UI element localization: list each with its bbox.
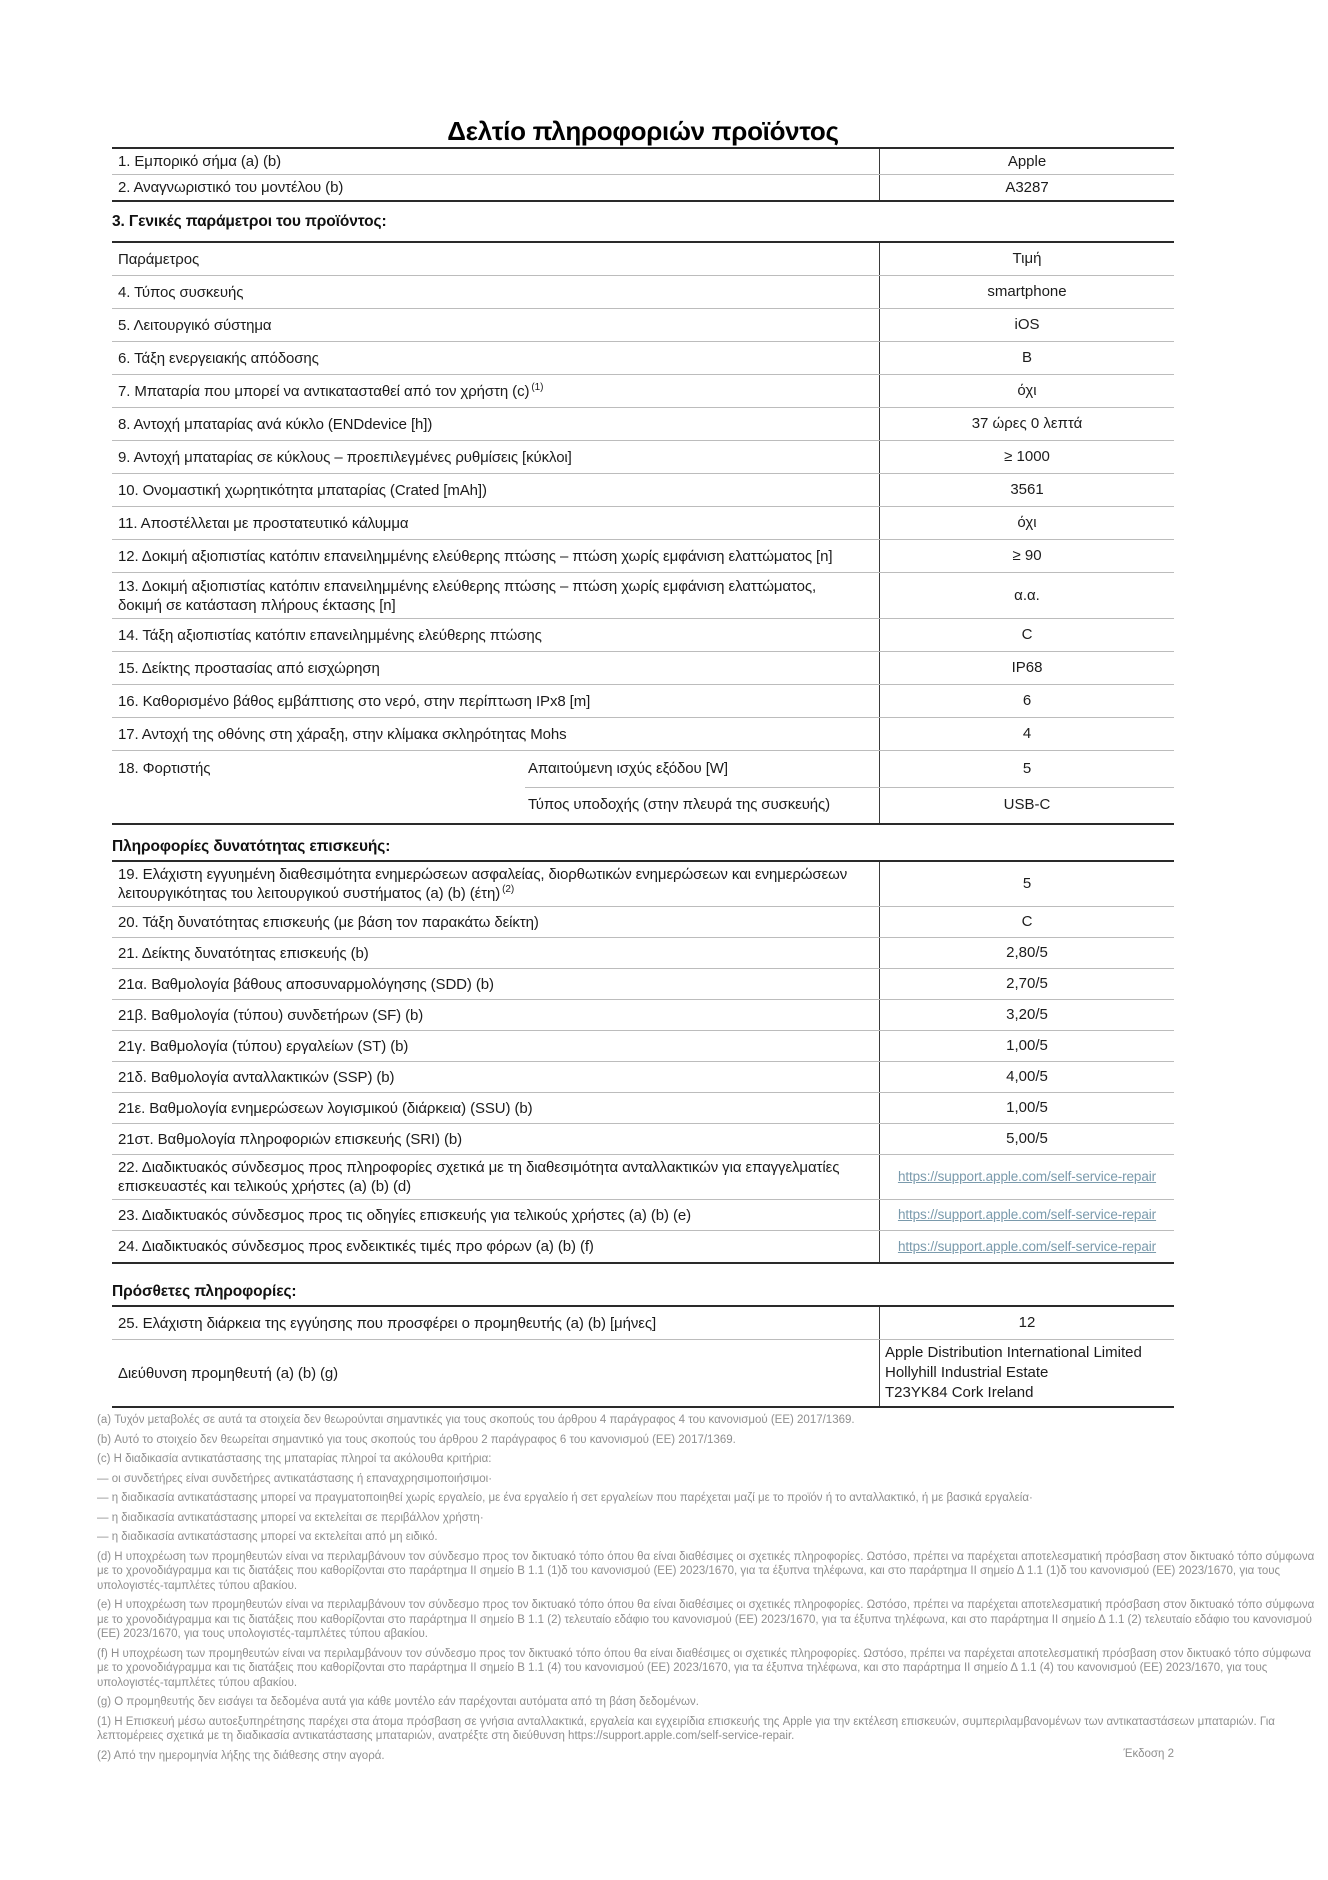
row-value: IP68: [879, 652, 1174, 684]
table-row: [112, 619, 1174, 652]
row-value: 4,00/5: [879, 1062, 1174, 1092]
row-label: 8. Αντοχή μπαταρίας ανά κύκλο (ENDdevice [h]): [118, 415, 433, 433]
version-label: Έκδοση 2: [1123, 1748, 1174, 1760]
additional-info-table: [112, 1305, 1174, 1408]
row-label: [112, 379, 879, 404]
repair-section-heading: Πληροφορίες δυνατότητας επισκευής:: [112, 838, 391, 855]
table-row: [112, 862, 1174, 907]
row-label: 12. Δοκιμή αξιοπιστίας κατόπιν επανειλημμένης ελεύθερης πτώσης – πτώση χωρίς εμφάνιση ελαττώματος [n]: [118, 547, 833, 565]
value-column-header: Τιμή: [879, 243, 1174, 275]
footnotes-block: [97, 1413, 1315, 1768]
row-value: C: [879, 907, 1174, 937]
table-row: [112, 718, 1174, 751]
row-value: 4: [879, 718, 1174, 750]
footnote-1: (1) Η Επισκευή μέσω αυτοεξυπηρέτησης παρέχει στα άτομα πρόσβαση σε γνήσια ανταλλακτικά, εργαλεία και εγχειρίδια επισκευής της Apple για την εκτέλεση επισκευών, συμπεριλαμβανομένων των αντικαταστάσεων μπαταριών. Για λεπτομέρειες σχετικά με τη διαδικασία αντικατάστασης μπαταριών, ανατρέξτε στη διεύθυνση https://support.apple.com/self-service-repair.: [97, 1715, 1275, 1742]
table-row: [112, 342, 1174, 375]
row-value: 5: [879, 862, 1174, 906]
row-value: 1,00/5: [879, 1093, 1174, 1123]
row-value: 6: [879, 685, 1174, 717]
row-label: 13. Δοκιμή αξιοπιστίας κατόπιν επανειλημμένης ελεύθερης πτώσης – πτώση χωρίς εμφάνιση ελαττώματος, δοκιμή σε κατάσταση πλήρους έκτασης [n]: [118, 577, 817, 614]
supplier-address-line: T23YK84 Cork Ireland: [885, 1384, 1034, 1401]
table-row: [112, 652, 1174, 685]
model-value: A3287: [879, 175, 1174, 200]
row-value: 5,00/5: [879, 1124, 1174, 1154]
row-label: 9. Αντοχή μπαταρίας σε κύκλους – προεπιλεγμένες ρυθμίσεις [κύκλοι]: [118, 448, 572, 466]
brand-label: 1. Εμπορικό σήμα (a) (b): [118, 153, 282, 170]
charger-row: [112, 751, 1174, 823]
table-row: [112, 474, 1174, 507]
row-label: 6. Τάξη ενεργειακής απόδοσης: [118, 349, 319, 367]
footnote-f: (f) Η υποχρέωση των προμηθευτών είναι να περιλαμβάνουν τον σύνδεσμο προς τον δικτυακό τόπο όπου θα είναι διαθέσιμες οι σχετικές πληροφορίες. Ωστόσο, πρέπει να παρέχεται αποτελεσματική πρόσβαση στον δικτυακό τόπο σύμφωνα με το χρονοδιάγραμμα και τις διατάξεις που καθορίζονται στο παράρτημα ΙΙ σημείο Β 1.1 (4) του κανονισμού (ΕΕ) 2023/1670, για τα έξυπνα τηλέφωνα, και στο παράρτημα ΙΙ σημείο Δ 1.1 (4) του κανονισμού (ΕΕ) 2023/1670, για τους υπολογιστές-ταμπλέτες τύπου αβακίου.: [97, 1647, 1312, 1689]
row-value: 3561: [879, 474, 1174, 506]
footnote-d: (d) Η υποχρέωση των προμηθευτών είναι να περιλαμβάνουν τον σύνδεσμο προς τον δικτυακό τόπο όπου θα είναι διαθέσιμες οι σχετικές πληροφορίες. Ωστόσο, πρέπει να παρέχεται αποτελεσματική πρόσβαση στον δικτυακό τόπο σύμφωνα με το χρονοδιάγραμμα και τις διατάξεις που καθορίζονται στο παράρτημα ΙΙ σημείο Β 1.1 (1)δ του κανονισμού (ΕΕ) 2023/1670, για τα έξυπνα τηλέφωνα, και στο παράρτημα ΙΙ σημείο Δ 1.1 (1)δ του κανονισμού (ΕΕ) 2023/1670, για τους υπολογιστές-ταμπλέτες τύπου αβακίου.: [97, 1550, 1315, 1592]
charger-sub-row: [525, 788, 1174, 824]
table-row: [112, 1307, 1174, 1340]
row-label: 21ε. Βαθμολογία ενημερώσεων λογισμικού (διάρκεια) (SSU) (b): [118, 1099, 533, 1117]
table-row: [112, 540, 1174, 573]
table-row: [112, 938, 1174, 969]
row-label: 23. Διαδικτυακός σύνδεσμος προς τις οδηγίες επισκευής για τελικούς χρήστες (a) (b) (e): [118, 1206, 691, 1224]
row-value: ≥ 1000: [879, 441, 1174, 473]
footnote-e: (e) Η υποχρέωση των προμηθευτών είναι να περιλαμβάνουν τον σύνδεσμο προς τον δικτυακό τόπο όπου θα είναι διαθέσιμες οι σχετικές πληροφορίες. Ωστόσο, πρέπει να παρέχεται αποτελεσματική πρόσβαση στον δικτυακό τόπο σύμφωνα με το χρονοδιάγραμμα και τις διατάξεις που καθορίζονται στο παράρτημα ΙΙ σημείο Β 1.1 (2) τελευταίο εδάφιο του κανονισμού (ΕΕ) 2023/1670, για τα έξυπνα τηλέφωνα, και στο παράρτημα ΙΙ σημείο Δ 1.1 (2) τελευταίο εδάφιο του κανονισμού (ΕΕ) 2023/1670, για τους υπολογιστές-ταμπλέτες τύπου αβακίου.: [97, 1599, 1315, 1640]
row-label-text: 19. Ελάχιστη εγγυημένη διαθεσιμότητα ενημερώσεων ασφαλείας, διορθωτικών ενημερώσεων και ενημερώσεων λειτουργικότητας του λειτουργικού συστήματος (a) (b) (έτη): [118, 866, 848, 902]
supplier-address-line: Hollyhill Industrial Estate: [885, 1364, 1049, 1381]
table-row: [112, 1093, 1174, 1124]
row-value: [879, 1155, 1174, 1199]
model-label: 2. Αναγνωριστικό του μοντέλου (b): [118, 179, 344, 196]
footnote-b: (b) Αυτό το στοιχείο δεν θεωρείται σημαντικό για τους σκοπούς του άρθρου 2 παράγραφος 6 του κανονισμού (ΕΕ) 2017/1369.: [97, 1433, 736, 1446]
row-value: όχι: [879, 375, 1174, 407]
general-section-heading: 3. Γενικές παράμετροι του προϊόντος:: [112, 213, 387, 230]
table-row: [112, 441, 1174, 474]
row-value: 2,80/5: [879, 938, 1174, 968]
table-row: [112, 175, 1174, 200]
parameter-column-header: Παράμετρος: [118, 250, 200, 268]
table-row: [112, 408, 1174, 441]
row-value: [879, 1200, 1174, 1230]
table-row: [112, 1231, 1174, 1262]
table-row: [112, 375, 1174, 408]
footnote-g: (g) Ο προμηθευτής δεν εισάγει τα δεδομένα αυτά για κάθε μοντέλο εάν παρέχονται αυτόματα από τη βάση δεδομένων.: [97, 1696, 699, 1708]
table-header-row: [112, 243, 1174, 276]
row-value: ≥ 90: [879, 540, 1174, 572]
row-value: C: [879, 619, 1174, 651]
row-value: smartphone: [879, 276, 1174, 308]
row-label: 21α. Βαθμολογία βάθους αποσυναρμολόγησης (SDD) (b): [118, 975, 494, 993]
table-row: [112, 573, 1174, 619]
charger-sub-row: [525, 751, 1174, 788]
row-label: 21στ. Βαθμολογία πληροφοριών επισκευής (SRI) (b): [118, 1130, 463, 1148]
footnote-c-bullet: — η διαδικασία αντικατάστασης μπορεί να πραγματοποιηθεί χωρίς εργαλείο, με ένα εργαλείο ή σετ εργαλείων που παρέχεται μαζί με το προϊόν ή το ανταλλακτικό, ή με βασικά εργαλεία·: [97, 1492, 1033, 1504]
footnote-superscript: (2): [502, 884, 515, 895]
table-row: [112, 1062, 1174, 1093]
table-row: [112, 1124, 1174, 1155]
footnote-c: (c) Η διαδικασία αντικατάστασης της μπαταρίας πληροί τα ακόλουθα κριτήρια:: [97, 1453, 492, 1465]
brand-value: Apple: [879, 149, 1174, 174]
table-row: [112, 1000, 1174, 1031]
supplier-row: [112, 1340, 1174, 1406]
table-row: [112, 507, 1174, 540]
footnote-a: (a) Τυχόν μεταβολές σε αυτά τα στοιχεία δεν θεωρούνται σημαντικές για τους σκοπούς του άρθρου 4 παράγραφος 4 του κανονισμού (ΕΕ) 2017/1369.: [97, 1414, 855, 1426]
repairability-table: [112, 860, 1174, 1264]
row-label: 21δ. Βαθμολογία ανταλλακτικών (SSP) (b): [118, 1068, 395, 1086]
row-label: 11. Αποστέλλεται με προστατευτικό κάλυμμα: [118, 514, 409, 532]
table-row: [112, 1155, 1174, 1200]
row-label: 22. Διαδικτυακός σύνδεσμος προς πληροφορίες σχετικά με τη διαθεσιμότητα ανταλλακτικών για επαγγελματίες επισκευαστές και τελικούς χρήστες (a) (b) (d): [118, 1159, 840, 1195]
row-label: 20. Τάξη δυνατότητας επισκευής (με βάση τον παρακάτω δείκτη): [118, 913, 539, 931]
warranty-value: 12: [879, 1307, 1174, 1339]
row-label: 5. Λειτουργικό σύστημα: [118, 316, 272, 334]
supplier-address-line: Apple Distribution International Limited: [885, 1344, 1142, 1361]
row-label: 24. Διαδικτυακός σύνδεσμος προς ενδεικτικές τιμές προ φόρων (a) (b) (f): [118, 1238, 594, 1255]
table-row: [112, 969, 1174, 1000]
table-row: [112, 309, 1174, 342]
footnote-2: (2) Από την ημερομηνία λήξης της διάθεσης στην αγορά.: [97, 1749, 385, 1762]
page-title: Δελτίο πληροφοριών προϊόντος: [447, 116, 839, 146]
footnote-c-bullet: — η διαδικασία αντικατάστασης μπορεί να εκτελείται σε περιβάλλον χρήστη·: [97, 1511, 484, 1524]
row-value: όχι: [879, 507, 1174, 539]
table-row: [112, 276, 1174, 309]
row-label: 21. Δείκτης δυνατότητας επισκευής (b): [118, 944, 369, 962]
footnote-superscript: (1): [531, 381, 544, 393]
row-label: 15. Δείκτης προστασίας από εισχώρηση: [118, 659, 380, 677]
row-label: 21γ. Βαθμολογία (τύπου) εργαλείων (ST) (b): [118, 1037, 409, 1055]
row-label: [112, 862, 879, 906]
row-label: 14. Τάξη αξιοπιστίας κατόπιν επανειλημμένης ελεύθερης πτώσης: [118, 626, 542, 644]
charger-label: 18. Φορτιστής: [118, 760, 211, 777]
additional-section-heading: Πρόσθετες πληροφορίες:: [112, 1283, 297, 1300]
row-value: α.α.: [879, 573, 1174, 618]
table-row: [112, 1031, 1174, 1062]
table-row: [112, 149, 1174, 175]
row-value: 1,00/5: [879, 1031, 1174, 1061]
supplier-label: Διεύθυνση προμηθευτή (a) (b) (g): [118, 1364, 339, 1382]
row-value: 2,70/5: [879, 969, 1174, 999]
self-service-repair-link[interactable]: https://support.apple.com/self-service-repair: [897, 1169, 1157, 1184]
row-value: iOS: [879, 309, 1174, 341]
charger-sub-table: [525, 751, 1174, 823]
footnote-c-bullet: — η διαδικασία αντικατάστασης μπορεί να εκτελείται από μη ειδικό.: [97, 1531, 438, 1543]
row-value: B: [879, 342, 1174, 374]
table-row: [112, 907, 1174, 938]
row-value: 3,20/5: [879, 1000, 1174, 1030]
row-label: 17. Αντοχή της οθόνης στη χάραξη, στην κλίμακα σκληρότητας Mohs: [118, 725, 567, 743]
general-parameters-table: [112, 241, 1174, 825]
charger-port-label: Τύπος υποδοχής (στην πλευρά της συσκευής): [528, 796, 831, 814]
row-label: 10. Ονομαστική χωρητικότητα μπαταρίας (Crated [mAh]): [118, 481, 487, 499]
row-label: 21β. Βαθμολογία (τύπου) συνδετήρων (SF) (b): [118, 1006, 424, 1024]
row-label: 16. Καθορισμένο βάθος εμβάπτισης στο νερό, στην περίπτωση IPx8 [m]: [118, 692, 591, 710]
row-value: [879, 1231, 1174, 1262]
charger-power-value: 5: [879, 751, 1174, 787]
supplier-address: [879, 1340, 1174, 1406]
self-service-repair-link[interactable]: https://support.apple.com/self-service-repair: [897, 1207, 1157, 1222]
table-row: [112, 1200, 1174, 1231]
charger-port-value: USB-C: [879, 788, 1174, 824]
table-row: [112, 685, 1174, 718]
identification-table: [112, 147, 1174, 202]
row-value: 37 ώρες 0 λεπτά: [879, 408, 1174, 440]
row-label: 4. Τύπος συσκευής: [118, 283, 244, 301]
charger-power-label: Απαιτούμενη ισχύς εξόδου [W]: [528, 759, 728, 777]
row-label-text: 7. Μπαταρία που μπορεί να αντικατασταθεί από τον χρήστη (c): [118, 382, 530, 400]
self-service-repair-link[interactable]: https://support.apple.com/self-service-repair: [897, 1238, 1157, 1254]
warranty-label: 25. Ελάχιστη διάρκεια της εγγύησης που προσφέρει ο προμηθευτής (a) (b) [μήνες]: [118, 1314, 657, 1332]
footnote-c-bullet: — οι συνδετήρες είναι συνδετήρες αντικατάστασης ή επαναχρησιμοποιήσιμοι·: [97, 1472, 493, 1485]
